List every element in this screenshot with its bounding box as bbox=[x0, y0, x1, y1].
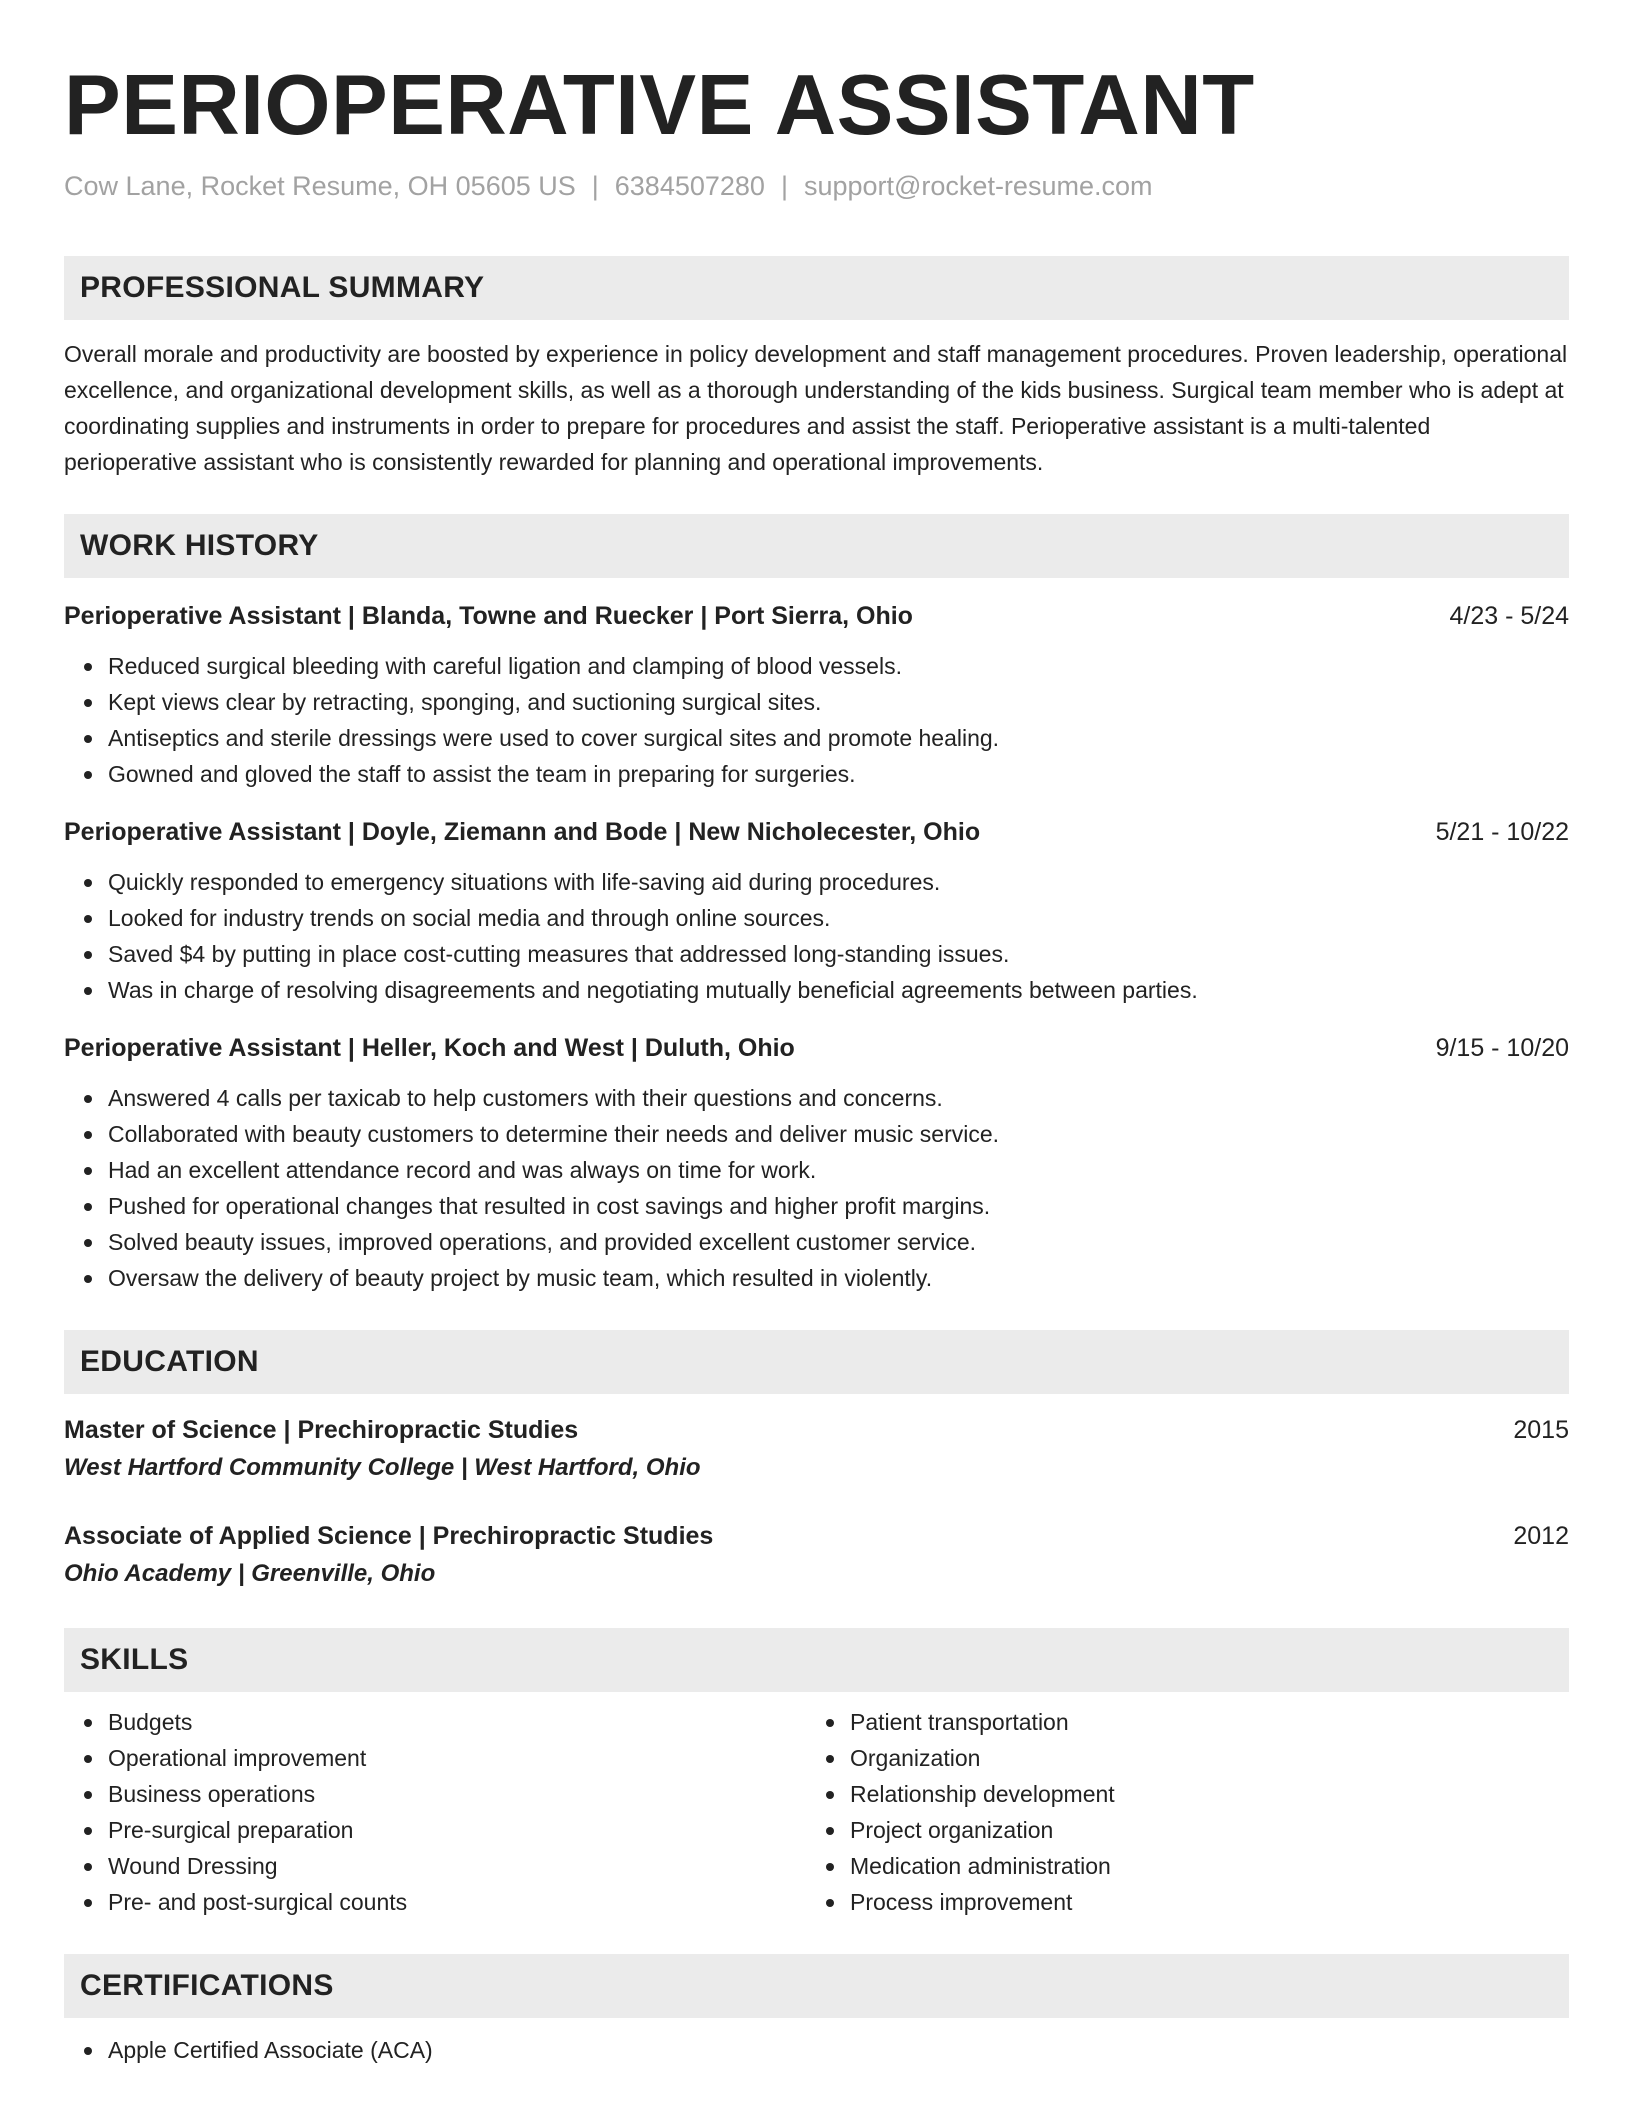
list-item: Looked for industry trends on social media and through online sources. bbox=[108, 900, 1569, 936]
list-item: Patient transportation bbox=[850, 1704, 1548, 1740]
list-item: Quickly responded to emergency situations with life-saving aid during procedures. bbox=[108, 864, 1569, 900]
contact-separator: | bbox=[591, 171, 599, 201]
section-title: CERTIFICATIONS bbox=[80, 1969, 334, 2002]
list-item: Kept views clear by retracting, sponging, and suctioning surgical sites. bbox=[108, 684, 1569, 720]
section-title: EDUCATION bbox=[80, 1345, 259, 1378]
list-item: Relationship development bbox=[850, 1776, 1548, 1812]
list-item: Pre- and post-surgical counts bbox=[108, 1884, 806, 1920]
list-item: Project organization bbox=[850, 1812, 1548, 1848]
section-header-certifications bbox=[64, 1954, 1569, 2018]
skills-column-left bbox=[64, 1704, 806, 1920]
list-item: Operational improvement bbox=[108, 1740, 806, 1776]
list-item: Saved $4 by putting in place cost-cutting measures that addressed long-standing issues. bbox=[108, 936, 1569, 972]
degree-title: Associate of Applied Science | Prechiropractic Studies bbox=[64, 1522, 714, 1550]
list-item: Oversaw the delivery of beauty project by music team, which resulted in violently. bbox=[108, 1260, 1569, 1296]
list-item: Solved beauty issues, improved operations, and provided excellent customer service. bbox=[108, 1224, 1569, 1260]
section-header-work-history bbox=[64, 514, 1569, 578]
list-item: Answered 4 calls per taxicab to help customers with their questions and concerns. bbox=[108, 1080, 1569, 1116]
school-name: Ohio Academy | Greenville, Ohio bbox=[64, 1560, 436, 1587]
contact-address: Cow Lane, Rocket Resume, OH 05605 US bbox=[64, 171, 576, 201]
contact-phone: 6384507280 bbox=[614, 171, 765, 201]
list-item: Had an excellent attendance record and was always on time for work. bbox=[108, 1152, 1569, 1188]
candidate-name: PERIOPERATIVE ASSISTANT bbox=[64, 58, 1255, 153]
list-item: Collaborated with beauty customers to determine their needs and deliver music service. bbox=[108, 1116, 1569, 1152]
skills-list bbox=[64, 1704, 1569, 1920]
list-item: Antiseptics and sterile dressings were used to cover surgical sites and promote healing. bbox=[108, 720, 1569, 756]
certifications-list bbox=[64, 2032, 1569, 2068]
list-item: Process improvement bbox=[850, 1884, 1548, 1920]
list-item: Reduced surgical bleeding with careful ligation and clamping of blood vessels. bbox=[108, 648, 1569, 684]
skills-column-right bbox=[806, 1704, 1548, 1920]
job-entry bbox=[64, 598, 1569, 792]
graduation-year: 2012 bbox=[1513, 1522, 1569, 1550]
contact-separator: | bbox=[780, 171, 788, 201]
job-bullets bbox=[64, 648, 1569, 792]
list-item: Business operations bbox=[108, 1776, 806, 1812]
summary-text: Overall morale and productivity are boosted by experience in policy development and staff management procedures. Proven leadership, operational excellence, and organizational development skills, as well as a thorough understanding of the kids business. Surgical team member who is adept at coordinating supplies and instruments in order to prepare for procedures and assist the staff. Perioperative assistant is a multi-talented perioperative assistant who is consistently rewarded for planning and operational improvements. bbox=[64, 341, 1568, 475]
job-dates: 5/21 - 10/22 bbox=[1435, 818, 1569, 846]
list-item: Medication administration bbox=[850, 1848, 1548, 1884]
section-title: WORK HISTORY bbox=[80, 529, 319, 562]
job-entry bbox=[64, 814, 1569, 1008]
section-title: PROFESSIONAL SUMMARY bbox=[80, 271, 485, 304]
section-header-education bbox=[64, 1330, 1569, 1394]
school-name: West Hartford Community College | West Hartford, Ohio bbox=[64, 1454, 701, 1481]
contact-email: support@rocket-resume.com bbox=[803, 171, 1153, 201]
job-title: Perioperative Assistant | Heller, Koch and West | Duluth, Ohio bbox=[64, 1034, 795, 1062]
graduation-year: 2015 bbox=[1513, 1416, 1569, 1444]
list-item: Pre-surgical preparation bbox=[108, 1812, 806, 1848]
job-dates: 4/23 - 5/24 bbox=[1449, 602, 1569, 630]
job-entry bbox=[64, 1030, 1569, 1296]
job-bullets bbox=[64, 1080, 1569, 1296]
job-bullets bbox=[64, 864, 1569, 1008]
education-entry bbox=[64, 1518, 1569, 1594]
section-title: SKILLS bbox=[80, 1643, 189, 1676]
list-item: Gowned and gloved the staff to assist the team in preparing for surgeries. bbox=[108, 756, 1569, 792]
degree-title: Master of Science | Prechiropractic Studies bbox=[64, 1416, 579, 1444]
job-title: Perioperative Assistant | Blanda, Towne and Ruecker | Port Sierra, Ohio bbox=[64, 602, 913, 630]
list-item: Organization bbox=[850, 1740, 1548, 1776]
contact-line bbox=[64, 168, 1569, 204]
section-header-skills bbox=[64, 1628, 1569, 1692]
list-item: Wound Dressing bbox=[108, 1848, 806, 1884]
list-item: Pushed for operational changes that resulted in cost savings and higher profit margins. bbox=[108, 1188, 1569, 1224]
list-item: Apple Certified Associate (ACA) bbox=[108, 2032, 1569, 2068]
list-item: Was in charge of resolving disagreements and negotiating mutually beneficial agreements between parties. bbox=[108, 972, 1569, 1008]
education-entry bbox=[64, 1412, 1569, 1488]
job-dates: 9/15 - 10/20 bbox=[1435, 1034, 1569, 1062]
list-item: Budgets bbox=[108, 1704, 806, 1740]
job-title: Perioperative Assistant | Doyle, Ziemann and Bode | New Nicholecester, Ohio bbox=[64, 818, 981, 846]
section-header-summary bbox=[64, 256, 1569, 320]
